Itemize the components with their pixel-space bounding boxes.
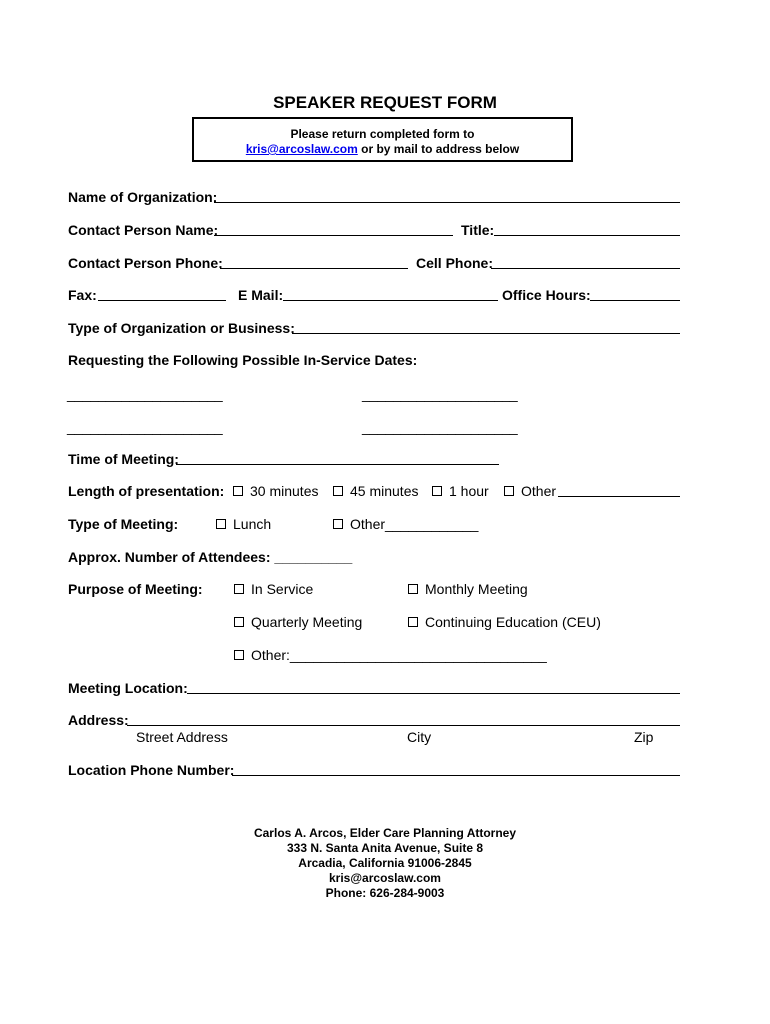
title-label: Title: — [461, 222, 495, 238]
checkbox-icon[interactable] — [234, 617, 244, 627]
title-field[interactable] — [494, 235, 680, 236]
location-label: Meeting Location: — [68, 680, 188, 696]
footer-street: 333 N. Santa Anita Avenue, Suite 8 — [286, 841, 484, 855]
purpose-quarterly[interactable]: Quarterly Meeting — [234, 614, 362, 630]
contact-phone-field[interactable] — [220, 268, 408, 269]
purpose-label: Purpose of Meeting: — [68, 581, 203, 597]
length-option-45[interactable]: 45 minutes — [333, 483, 418, 499]
office-hours-label: Office Hours: — [502, 287, 591, 303]
length-other-field[interactable] — [558, 496, 680, 497]
notice-line-2 — [194, 142, 571, 157]
length-option-30[interactable]: 30 minutes — [233, 483, 318, 499]
contact-name-field[interactable] — [214, 235, 453, 236]
date-field-3[interactable]: ____________________ — [67, 419, 223, 435]
cell-phone-field[interactable] — [491, 268, 680, 269]
checkbox-icon[interactable] — [216, 519, 226, 529]
fax-field[interactable] — [98, 300, 226, 301]
form-title: SPEAKER REQUEST FORM — [273, 93, 497, 112]
office-hours-field[interactable] — [590, 300, 680, 301]
attendees-label[interactable]: Approx. Number of Attendees: __________ — [68, 549, 353, 565]
purpose-monthly[interactable]: Monthly Meeting — [408, 581, 528, 597]
checkbox-icon[interactable] — [234, 650, 244, 660]
email-field[interactable] — [283, 300, 498, 301]
checkbox-icon[interactable] — [333, 519, 343, 529]
meeting-time-label: Time of Meeting: — [68, 451, 179, 467]
date-field-2[interactable]: ____________________ — [362, 386, 518, 402]
email-label: E Mail: — [238, 287, 284, 303]
length-label: Length of presentation: — [68, 483, 225, 499]
checkbox-icon[interactable] — [234, 584, 244, 594]
fax-label: Fax: — [68, 287, 97, 303]
purpose-ceu[interactable]: Continuing Education (CEU) — [408, 614, 601, 630]
length-option-1hour[interactable]: 1 hour — [432, 483, 489, 499]
location-field[interactable] — [187, 693, 680, 694]
notice-line-1: Please return completed form to — [290, 127, 475, 141]
checkbox-icon[interactable] — [333, 486, 343, 496]
organization-field[interactable] — [214, 202, 680, 203]
checkbox-icon[interactable] — [408, 617, 418, 627]
checkbox-icon[interactable] — [408, 584, 418, 594]
checkbox-icon[interactable] — [504, 486, 514, 496]
footer-email: kris@arcoslaw.com — [329, 871, 441, 885]
notice-line-2-rest: or by mail to address below — [357, 142, 520, 156]
location-phone-label: Location Phone Number: — [68, 762, 235, 778]
purpose-in-service[interactable]: In Service — [234, 581, 313, 597]
footer-address-block — [0, 826, 770, 901]
date-field-1[interactable]: ____________________ — [67, 386, 223, 402]
footer-name: Carlos A. Arcos, Elder Care Planning Attorney — [253, 826, 517, 840]
purpose-other[interactable]: Other:_________________________________ — [234, 647, 547, 663]
footer-phone: Phone: 626-284-9003 — [325, 886, 445, 900]
contact-phone-label: Contact Person Phone: — [68, 255, 223, 271]
return-notice — [192, 117, 573, 162]
cell-phone-label: Cell Phone: — [416, 255, 494, 271]
address-street-sublabel: Street Address — [136, 729, 228, 745]
address-label: Address: — [68, 712, 129, 728]
length-option-other[interactable]: Other — [504, 483, 556, 499]
checkbox-icon[interactable] — [233, 486, 243, 496]
footer-city: Arcadia, California 91006-2845 — [298, 856, 472, 870]
org-type-label: Type of Organization or Business: — [68, 320, 295, 336]
address-city-sublabel: City — [407, 729, 432, 745]
address-zip-sublabel: Zip — [634, 729, 654, 745]
checkbox-icon[interactable] — [432, 486, 442, 496]
meeting-type-lunch[interactable]: Lunch — [216, 516, 271, 532]
org-type-field[interactable] — [292, 333, 680, 334]
contact-name-label: Contact Person Name: — [68, 222, 219, 238]
organization-label: Name of Organization: — [68, 189, 218, 205]
address-field[interactable] — [127, 725, 680, 726]
meeting-type-other[interactable]: Other____________ — [333, 516, 478, 532]
location-phone-field[interactable] — [232, 775, 680, 776]
meeting-type-label: Type of Meeting: — [68, 516, 179, 532]
meeting-time-field[interactable] — [176, 464, 499, 465]
requesting-dates-label: Requesting the Following Possible In-Service Dates: — [68, 352, 418, 368]
notice-email-link[interactable]: kris@arcoslaw.com — [245, 142, 358, 156]
date-field-4[interactable]: ____________________ — [362, 419, 518, 435]
